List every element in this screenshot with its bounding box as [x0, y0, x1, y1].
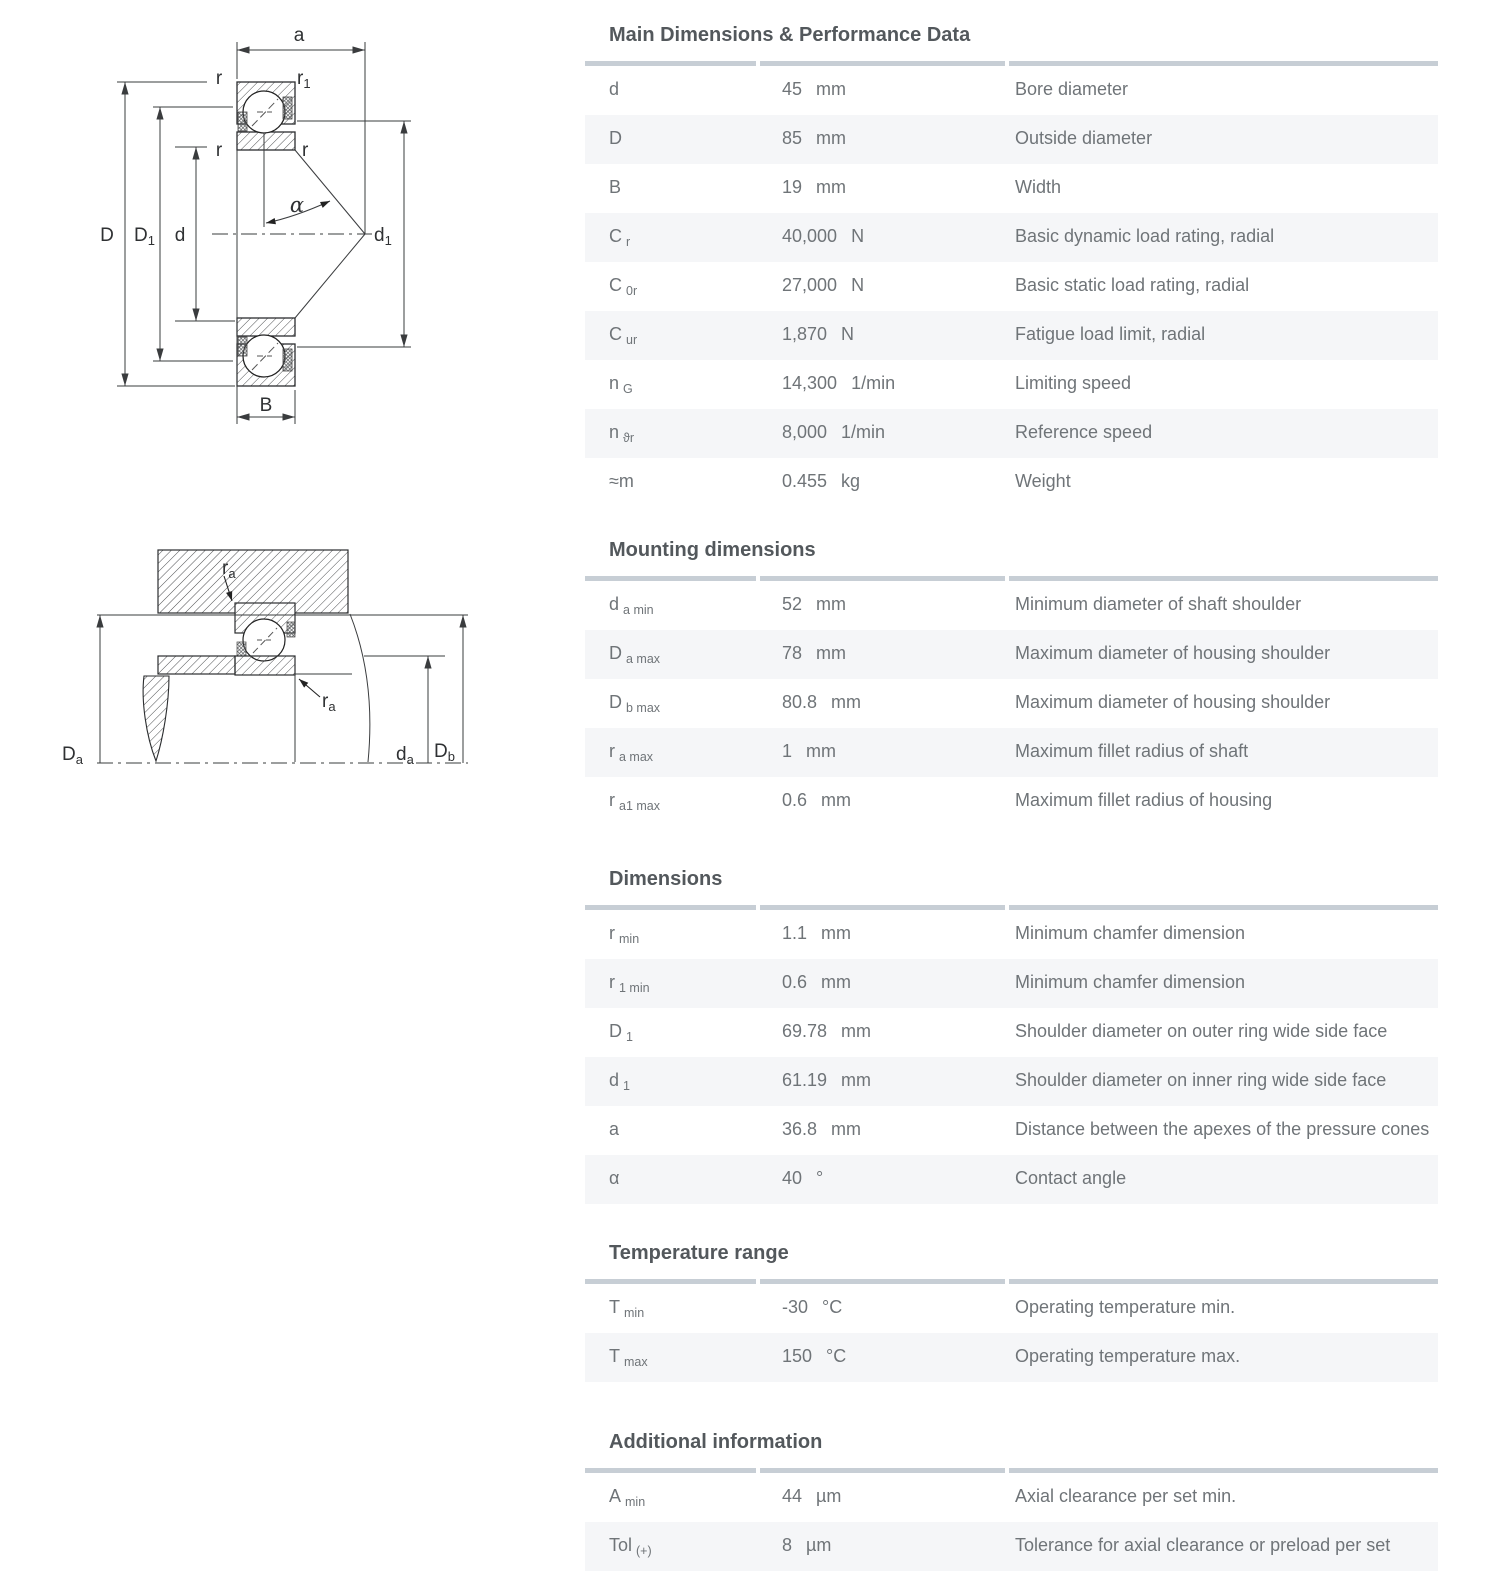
symbol: D: [609, 643, 622, 663]
table-temperature-range: [585, 1284, 1438, 1382]
description: Basic dynamic load rating, radial: [1015, 226, 1275, 246]
unit: mm: [841, 1070, 872, 1090]
table-row: [585, 458, 1438, 507]
symbol-subscript: a min: [623, 603, 654, 617]
symbol-cell: [585, 911, 756, 957]
value: 19: [782, 177, 803, 197]
description: Basic static load rating, radial: [1015, 275, 1250, 295]
symbol-subscript: r: [626, 235, 631, 249]
value-cell: [756, 1334, 1005, 1378]
value: 44: [782, 1486, 803, 1506]
symbol-cell: [585, 214, 756, 260]
value: 61.19: [782, 1070, 828, 1090]
value: 1,870: [782, 324, 828, 344]
description: Minimum diameter of shaft shoulder: [1015, 594, 1302, 614]
section-title-dimensions: Dimensions: [609, 868, 723, 890]
symbol: D: [609, 1021, 622, 1041]
value: 69.78: [782, 1021, 828, 1041]
unit: mm: [816, 643, 847, 663]
cross-section-diagram: [100, 25, 411, 424]
unit: mm: [816, 177, 847, 197]
value: 8: [782, 1535, 793, 1555]
table-header-rule: [585, 1468, 1438, 1473]
value-cell: [756, 911, 1005, 955]
symbol-cell: [585, 459, 756, 505]
unit: mm: [831, 1119, 862, 1139]
fillet-label-ra-bottom: $r_a$: [322, 691, 336, 714]
description: Maximum fillet radius of shaft: [1015, 741, 1249, 761]
table-row: [585, 1057, 1438, 1106]
value-cell: [756, 67, 1005, 111]
symbol-cell: [585, 1285, 756, 1331]
mounted-bearing: [235, 603, 295, 675]
value-cell: [756, 729, 1005, 773]
table-row: [585, 1522, 1438, 1571]
unit: mm: [821, 923, 852, 943]
symbol-cell: [585, 1156, 756, 1202]
symbol: T: [609, 1297, 620, 1317]
table-row: [585, 910, 1438, 959]
value-cell: [756, 459, 1005, 503]
symbol-cell: [585, 1107, 756, 1153]
value: 8,000: [782, 422, 828, 442]
table-row: [585, 1008, 1438, 1057]
table-row: [585, 728, 1438, 777]
unit: mm: [816, 594, 847, 614]
dim-label-D: D: [100, 225, 114, 246]
unit: °C: [822, 1297, 843, 1317]
value-cell: [756, 1058, 1005, 1102]
unit: µm: [816, 1486, 842, 1506]
description: Shoulder diameter on inner ring wide side face: [1015, 1070, 1387, 1090]
unit: mm: [821, 972, 852, 992]
value-cell: [756, 1523, 1005, 1567]
symbol-subscript: 1: [623, 1079, 630, 1093]
table-row: [585, 581, 1438, 630]
value: 40: [782, 1168, 803, 1188]
value: 0.6: [782, 790, 808, 810]
symbol-cell: [585, 1058, 756, 1104]
description: Maximum fillet radius of housing: [1015, 790, 1273, 810]
symbol-subscript: G: [623, 382, 633, 396]
description: Operating temperature min.: [1015, 1297, 1236, 1317]
table-row: [585, 1473, 1438, 1522]
symbol: ≈m: [609, 471, 634, 491]
table-row: [585, 115, 1438, 164]
value-cell: [756, 312, 1005, 356]
description: Contact angle: [1015, 1168, 1127, 1188]
value-cell: [756, 1474, 1005, 1518]
unit: mm: [821, 790, 852, 810]
symbol-cell: [585, 582, 756, 628]
symbol: C: [609, 226, 622, 246]
symbol-cell: [585, 67, 756, 113]
value: 80.8: [782, 692, 818, 712]
symbol-cell: [585, 1523, 756, 1569]
fillet-label-r-top: r: [215, 68, 223, 89]
symbol-subscript: ur: [626, 333, 638, 347]
section-title-mounting-dimensions: Mounting dimensions: [609, 539, 816, 561]
symbol: Tol: [609, 1535, 633, 1555]
description: Limiting speed: [1015, 373, 1132, 393]
symbol: n: [609, 422, 620, 442]
symbol: d: [609, 79, 620, 99]
unit: mm: [841, 1021, 872, 1041]
symbol: r: [609, 923, 615, 943]
fillet-label-r-mid-right: r: [302, 140, 309, 161]
table-row: [585, 959, 1438, 1008]
table-main-dimensions: [585, 66, 1438, 507]
value: 85: [782, 128, 803, 148]
symbol: D: [609, 128, 622, 148]
unit: °C: [826, 1346, 847, 1366]
symbol: n: [609, 373, 620, 393]
symbol-cell: [585, 680, 756, 726]
table-header-rule: [585, 905, 1438, 910]
value: 1.1: [782, 923, 808, 943]
description: Minimum chamfer dimension: [1015, 923, 1246, 943]
value: 45: [782, 79, 803, 99]
symbol-cell: [585, 410, 756, 456]
symbol: d: [609, 1070, 620, 1090]
symbol-cell: [585, 116, 756, 162]
value: 150: [782, 1346, 813, 1366]
value: 0.6: [782, 972, 808, 992]
symbol-cell: [585, 263, 756, 309]
value-cell: [756, 1156, 1005, 1200]
symbol-cell: [585, 1334, 756, 1380]
symbol-subscript: min: [619, 932, 640, 946]
section-title-additional-information: Additional information: [609, 1431, 823, 1453]
unit: N: [841, 324, 855, 344]
ball-top: [243, 91, 285, 133]
unit: mm: [831, 692, 862, 712]
table-row: [585, 1106, 1438, 1155]
fillet-leader-ra-bottom: [299, 679, 320, 697]
description: Fatigue load limit, radial: [1015, 324, 1206, 344]
symbol-cell: [585, 1474, 756, 1520]
unit: µm: [806, 1535, 832, 1555]
symbol-cell: [585, 361, 756, 407]
fillet-label-r-mid-left: r: [215, 140, 223, 161]
description: Maximum diameter of housing shoulder: [1015, 643, 1331, 663]
table-header-rule: [585, 576, 1438, 581]
value: 52: [782, 594, 803, 614]
description: Weight: [1015, 471, 1071, 491]
symbol-subscript: b max: [626, 701, 661, 715]
table-row: [585, 409, 1438, 458]
value-cell: [756, 410, 1005, 454]
value-cell: [756, 116, 1005, 160]
value: -30: [782, 1297, 809, 1317]
table-row: [585, 66, 1438, 115]
unit: mm: [816, 128, 847, 148]
value: 36.8: [782, 1119, 818, 1139]
symbol-cell: [585, 631, 756, 677]
symbol-subscript: a1 max: [619, 799, 660, 813]
symbol-subscript: min: [625, 1495, 646, 1509]
symbol: α: [609, 1168, 620, 1188]
symbol-subscript: 1 min: [619, 981, 650, 995]
symbol: D: [609, 692, 622, 712]
description: Reference speed: [1015, 422, 1153, 442]
symbol-cell: [585, 1009, 756, 1055]
unit: mm: [816, 79, 847, 99]
unit: 1/min: [851, 373, 896, 393]
table-row: [585, 1333, 1438, 1382]
table-additional-information: [585, 1473, 1438, 1571]
symbol-subscript: 0r: [626, 284, 638, 298]
table-row: [585, 679, 1438, 728]
description: Maximum diameter of housing shoulder: [1015, 692, 1331, 712]
description: Shoulder diameter on outer ring wide side face: [1015, 1021, 1388, 1041]
fillet-label-ra-top: $r_a$: [222, 558, 236, 581]
value-cell: [756, 1285, 1005, 1329]
value: 14,300: [782, 373, 838, 393]
table-row: [585, 262, 1438, 311]
value-cell: [756, 582, 1005, 626]
value-cell: [756, 165, 1005, 209]
dim-label-a: a: [293, 25, 305, 46]
dim-label-D1: $D_1$: [134, 225, 155, 248]
unit: mm: [806, 741, 837, 761]
table-header-rule: [585, 61, 1438, 66]
value: 40,000: [782, 226, 838, 246]
value: 27,000: [782, 275, 838, 295]
symbol-subscript: 1: [626, 1030, 633, 1044]
axis-and-pressure-lines: [212, 133, 372, 318]
symbol-subscript: max: [624, 1355, 648, 1369]
description: Outside diameter: [1015, 128, 1153, 148]
unit: N: [851, 275, 865, 295]
symbol: C: [609, 275, 622, 295]
value-cell: [756, 1107, 1005, 1151]
dim-label-Db: $D_b$: [434, 741, 455, 764]
unit: kg: [841, 471, 861, 491]
dim-label-Da: $D_a$: [62, 744, 83, 767]
symbol-cell: [585, 778, 756, 824]
symbol-cell: [585, 729, 756, 775]
dim-label-da: $d_a$: [396, 744, 414, 767]
symbol: r: [609, 741, 615, 761]
section-title-main-dimensions: Main Dimensions & Performance Data: [609, 24, 971, 46]
table-row: [585, 777, 1438, 826]
shaft-flank-curve: [350, 614, 370, 762]
value-cell: [756, 1009, 1005, 1053]
dim-label-B: B: [259, 395, 273, 416]
symbol-subscript: a max: [626, 652, 661, 666]
data-panel: [585, 0, 1438, 1571]
section-title-temperature-range: Temperature range: [609, 1242, 789, 1264]
symbol-subscript: a max: [619, 750, 654, 764]
description: Axial clearance per set min.: [1015, 1486, 1237, 1506]
symbol: a: [609, 1119, 620, 1139]
description: Operating temperature max.: [1015, 1346, 1241, 1366]
unit: N: [851, 226, 865, 246]
table-dimensions: [585, 910, 1438, 1204]
unit: °: [816, 1168, 824, 1188]
table-mounting-dimensions: [585, 581, 1438, 826]
description: Minimum chamfer dimension: [1015, 972, 1246, 992]
table-row: [585, 311, 1438, 360]
description: Width: [1015, 177, 1062, 197]
description: Distance between the apexes of the pressure cones: [1015, 1119, 1430, 1139]
shaft-fillet-section: [143, 676, 169, 761]
value-cell: [756, 214, 1005, 258]
symbol-cell: [585, 312, 756, 358]
value: 78: [782, 643, 803, 663]
value-cell: [756, 680, 1005, 724]
value-cell: [756, 263, 1005, 307]
symbol-subscript: ϑr: [623, 431, 635, 445]
symbol: C: [609, 324, 622, 344]
value-cell: [756, 631, 1005, 675]
description: Bore diameter: [1015, 79, 1129, 99]
symbol-cell: [585, 165, 756, 211]
symbol: r: [609, 972, 615, 992]
value-cell: [756, 361, 1005, 405]
table-row: [585, 1155, 1438, 1204]
value: 1: [782, 741, 793, 761]
table-row: [585, 164, 1438, 213]
symbol: d: [609, 594, 620, 614]
value: 0.455: [782, 471, 828, 491]
symbol-subscript: min: [624, 1306, 645, 1320]
symbol-cell: [585, 960, 756, 1006]
contact-angle-label: α: [289, 193, 305, 217]
ball-bottom: [243, 335, 285, 377]
value-cell: [756, 960, 1005, 1004]
fillet-label-r1: $r_1$: [297, 68, 311, 91]
symbol: B: [609, 177, 622, 197]
bearing-diagrams: [0, 0, 585, 900]
dim-label-d: d: [174, 225, 186, 246]
table-row: [585, 1284, 1438, 1333]
value-cell: [756, 778, 1005, 822]
table-row: [585, 360, 1438, 409]
symbol: A: [609, 1486, 622, 1506]
symbol: r: [609, 790, 615, 810]
symbol: T: [609, 1346, 620, 1366]
table-row: [585, 213, 1438, 262]
dim-label-d1: $d_1$: [374, 225, 392, 248]
table-row: [585, 630, 1438, 679]
table-header-rule: [585, 1279, 1438, 1284]
description: Tolerance for axial clearance or preload per set: [1015, 1535, 1391, 1555]
symbol-subscript: (+): [636, 1544, 652, 1558]
unit: 1/min: [841, 422, 886, 442]
mounting-diagram: [62, 550, 468, 767]
